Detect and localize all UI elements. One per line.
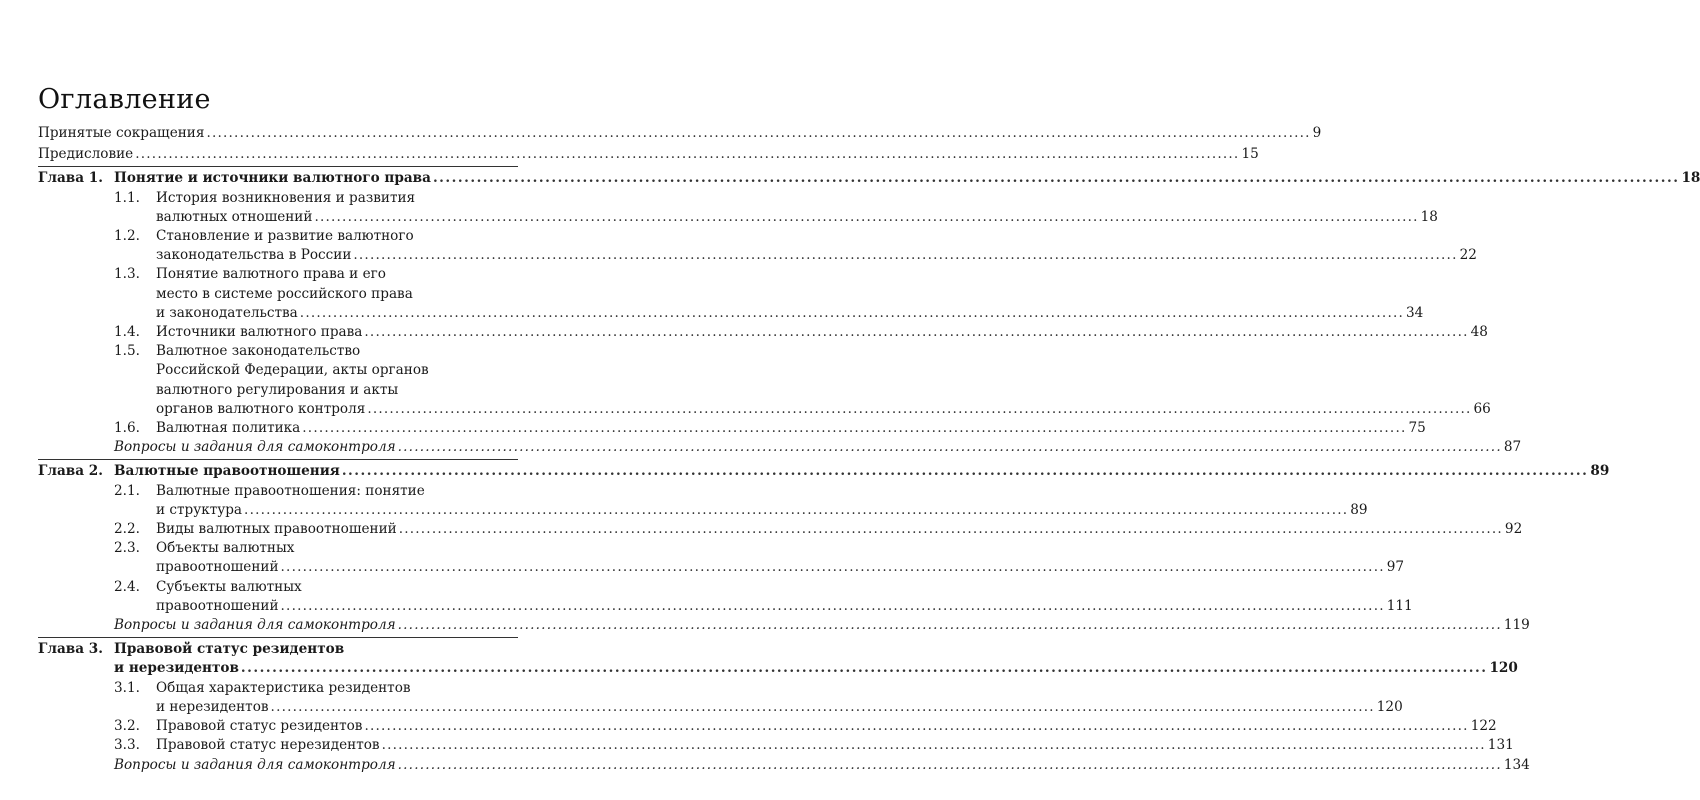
toc-entry-pre[interactable]	[38, 145, 1259, 164]
entry-title-line: органов валютного контроля	[156, 400, 366, 417]
entry-title-line: Валютные правоотношения	[114, 463, 340, 480]
entry-title-line: Принятые сокращения	[38, 125, 205, 141]
page-number: 120	[1376, 698, 1403, 715]
page-number: 120	[1489, 660, 1518, 677]
section-number: 2.4.	[114, 578, 140, 595]
entry-title-line: правоотношений	[156, 597, 279, 614]
entry-title-line: Понятие и источники валютного права	[114, 170, 431, 187]
page-title: Оглавление	[38, 84, 211, 115]
dot-leader: ........................................................................................................................................................................................................	[280, 597, 1385, 614]
section-number: 1.4.	[114, 324, 140, 341]
page-number: 119	[1503, 617, 1530, 634]
page-number: 131	[1487, 737, 1514, 754]
entry-title-line: Становление и развитие валютного	[156, 228, 414, 245]
dot-leader: ........................................................................................................................................................................................................	[397, 439, 1502, 456]
toc-entry-chapter[interactable]	[38, 459, 1610, 481]
page-number: 92	[1504, 521, 1523, 538]
page-number: 15	[1241, 146, 1259, 163]
toc-entry-section[interactable]	[38, 482, 1368, 520]
page-number: 18	[1681, 170, 1700, 187]
page-number: 75	[1408, 420, 1426, 437]
entry-title-line: и структура	[156, 501, 243, 518]
page-number: 87	[1503, 439, 1522, 456]
entry-title-line: Правовой статус нерезидентов	[156, 737, 380, 754]
toc-entry-pre[interactable]	[38, 124, 1322, 143]
dot-leader: ........................................................................................................................................................................................................	[314, 208, 1419, 225]
page-number: 89	[1350, 501, 1368, 518]
page-number: 34	[1406, 304, 1424, 321]
page-number: 18	[1420, 208, 1438, 225]
section-number: 1.5.	[114, 343, 140, 360]
dot-leader: ........................................................................................................................................................................................................	[270, 698, 1375, 715]
toc-entry-section[interactable]	[38, 520, 1523, 539]
entry-title-line: Российской Федерации, акты органов	[156, 362, 429, 379]
entry-title-line: Виды валютных правоотношений	[156, 521, 397, 538]
section-number: 3.2.	[114, 718, 140, 735]
chapter-number: Глава 1.	[38, 170, 103, 187]
toc-entry-chapter[interactable]	[38, 637, 1518, 678]
entry-title-line: и нерезидентов	[156, 698, 269, 715]
dot-leader: ........................................................................................................................................................................................................	[206, 125, 1311, 141]
entry-title-line: Предисловие	[38, 146, 134, 163]
entry-title-line: Валютная политика	[156, 420, 301, 437]
entry-title-line: валютного регулирования и акты	[156, 381, 399, 398]
entry-title-line: законодательства в России	[156, 247, 352, 264]
entry-title-line: Правовой статус резидентов	[114, 641, 345, 658]
page-number: 48	[1470, 324, 1488, 341]
toc-entry-questions[interactable]	[38, 756, 1530, 775]
entry-title-line: правоотношений	[156, 559, 279, 576]
dot-leader: ........................................................................................................................................................................................................	[364, 324, 1469, 341]
toc-entry-section[interactable]	[38, 342, 1491, 419]
entry-title-line: Вопросы и задания для самоконтроля	[114, 617, 396, 634]
dot-leader: ........................................................................................................................................................................................................	[353, 247, 1458, 264]
toc-entry-section[interactable]	[38, 265, 1424, 323]
entry-title-line: Понятие валютного права и его	[156, 266, 386, 283]
dot-leader: ........................................................................................................................................................................................................	[367, 400, 1472, 417]
section-number: 1.2.	[114, 228, 140, 245]
entry-title-line: Субъекты валютных	[156, 578, 302, 595]
section-number: 2.3.	[114, 540, 140, 557]
table-of-contents	[38, 124, 1700, 775]
toc-entry-section[interactable]	[38, 539, 1405, 577]
entry-title-line: Вопросы и задания для самоконтроля	[114, 756, 396, 773]
page-number: 134	[1503, 756, 1530, 773]
toc-entry-section[interactable]	[38, 323, 1488, 342]
dot-leader: ........................................................................................................................................................................................................	[341, 463, 1589, 480]
entry-title-line: место в системе российского права	[156, 285, 413, 302]
entry-title-line: Общая характеристика резидентов	[156, 679, 411, 696]
section-number: 2.1.	[114, 482, 140, 499]
dot-leader: ........................................................................................................................................................................................................	[432, 170, 1680, 187]
entry-title-line: Правовой статус резидентов	[156, 718, 363, 735]
entry-title-line: валютных отношений	[156, 208, 313, 225]
dot-leader: ........................................................................................................................................................................................................	[398, 521, 1503, 538]
entry-title-line: и нерезидентов	[114, 660, 239, 677]
page-number: 89	[1590, 463, 1610, 480]
section-number: 1.6.	[114, 420, 140, 437]
dot-leader: ........................................................................................................................................................................................................	[135, 146, 1240, 163]
page-number: 22	[1459, 247, 1477, 264]
toc-entry-chapter[interactable]	[38, 166, 1700, 188]
toc-entry-section[interactable]	[38, 578, 1413, 616]
toc-entry-section[interactable]	[38, 717, 1497, 736]
dot-leader: ........................................................................................................................................................................................................	[280, 559, 1385, 576]
dot-leader: ........................................................................................................................................................................................................	[381, 737, 1486, 754]
section-number: 3.1.	[114, 679, 140, 696]
page-number: 97	[1386, 559, 1405, 576]
section-number: 3.3.	[114, 737, 140, 754]
entry-title-line: Валютные правоотношения: понятие	[156, 482, 425, 499]
page-number: 9	[1312, 125, 1322, 141]
entry-title-line: Объекты валютных	[156, 540, 295, 557]
toc-entry-section[interactable]	[38, 736, 1514, 755]
entry-title-line: и законодательства	[156, 304, 298, 321]
section-number: 2.2.	[114, 521, 140, 538]
dot-leader: ........................................................................................................................................................................................................	[397, 617, 1502, 634]
dot-leader: ........................................................................................................................................................................................................	[302, 420, 1407, 437]
dot-leader: ........................................................................................................................................................................................................	[299, 304, 1405, 321]
toc-entry-questions[interactable]	[38, 438, 1522, 457]
toc-entry-section[interactable]	[38, 419, 1426, 438]
entry-title-line: История возникновения и развития	[156, 189, 416, 206]
page-number: 111	[1386, 597, 1413, 614]
page-number: 122	[1470, 718, 1497, 735]
section-number: 1.1.	[114, 189, 140, 206]
entry-title-line: Валютное законодательство	[156, 343, 361, 360]
dot-leader: ........................................................................................................................................................................................................	[397, 756, 1502, 773]
toc-entry-section[interactable]	[38, 227, 1477, 265]
entry-title-line: Источники валютного права	[156, 324, 363, 341]
toc-entry-section[interactable]	[38, 679, 1403, 717]
dot-leader: ........................................................................................................................................................................................................	[364, 718, 1469, 735]
chapter-number: Глава 2.	[38, 463, 103, 480]
page-number: 66	[1473, 400, 1491, 417]
section-number: 1.3.	[114, 266, 140, 283]
entry-title-line: Вопросы и задания для самоконтроля	[114, 439, 396, 456]
dot-leader: ........................................................................................................................................................................................................	[244, 501, 1349, 518]
toc-entry-section[interactable]	[38, 189, 1438, 227]
dot-leader: ........................................................................................................................................................................................................	[240, 660, 1488, 677]
toc-entry-questions[interactable]	[38, 616, 1530, 635]
chapter-number: Глава 3.	[38, 641, 103, 658]
